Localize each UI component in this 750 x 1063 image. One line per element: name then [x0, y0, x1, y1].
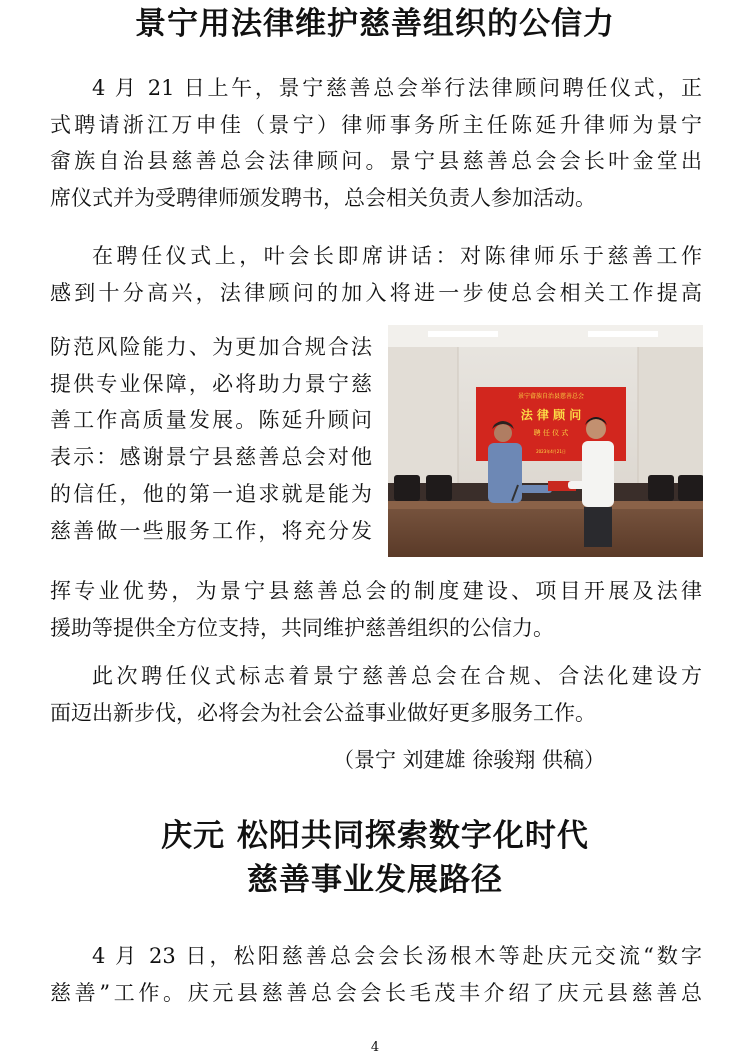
- banner-main-text: 法 律 顾 问: [520, 408, 582, 422]
- text-line: 提供专业保障，必将助力景宁慈: [50, 371, 372, 396]
- text-line: 慈善”工作。庆元县慈善总会会长毛茂丰介绍了庆元县慈善总: [50, 980, 702, 1005]
- text-line: 面迈出新步伐，必将会为社会公益事业做好更多服务工作。: [50, 700, 596, 725]
- text-line: 感到十分高兴，法律顾问的加入将进一步使总会相关工作提高: [50, 280, 702, 305]
- text-line: 式聘请浙江万申佳（景宁）律师事务所主任陈延升律师为景宁: [50, 112, 702, 137]
- text-line: 防范风险能力、为更加合规合法: [50, 335, 372, 359]
- text-line: 席仪式并为受聘律师颁发聘书，总会相关负责人参加活动。: [50, 186, 596, 211]
- article-title-1: 景宁用法律维护慈善组织的公信力: [135, 6, 615, 42]
- article-title-2-line-2: 慈善事业发展路径: [247, 862, 503, 898]
- text-line: 在聘任仪式上，叶会长即席讲话：对陈律师乐于慈善工作: [92, 244, 702, 268]
- banner-date-text: 2023年4月21日: [536, 449, 566, 454]
- banner-sub-text: 聘 任 仪 式: [533, 429, 569, 437]
- banner-top-text: 景宁畲族自治县慈善总会: [517, 393, 585, 400]
- article-2-paragraph-1: [50, 938, 702, 1011]
- text-line: 慈善做一些服务工作，将充分发: [50, 518, 372, 543]
- text-line: 4 月 23 日，松阳慈善总会会长汤根木等赴庆元交流“数字: [92, 944, 702, 968]
- article-1-credit: （景宁 刘建雄 徐骏翔 供稿）: [332, 748, 605, 772]
- ceremony-photo: [388, 325, 703, 557]
- text-line: 援助等提供全方位支持，共同维护慈善组织的公信力。: [50, 615, 554, 640]
- text-line: 表示：感谢景宁县慈善总会对他: [50, 445, 372, 470]
- article-1-paragraph-1: [50, 70, 702, 217]
- article-1-paragraph-2-end: [50, 573, 702, 646]
- text-line: 此次聘任仪式标志着景宁慈善总会在合规、合法化建设方: [92, 664, 702, 688]
- text-line: 挥专业优势，为景宁县慈善总会的制度建设、项目开展及法律: [50, 579, 702, 603]
- text-line: 善工作高质量发展。陈延升顾问: [50, 408, 372, 433]
- article-title-2-line-1: 庆元 松阳共同探索数字化时代: [161, 818, 589, 854]
- text-line: 4 月 21 日上午，景宁慈善总会举行法律顾问聘任仪式，正: [92, 76, 702, 100]
- article-1-paragraph-2-wrap: [50, 329, 372, 549]
- article-1-paragraph-3: [50, 658, 702, 731]
- article-1-paragraph-2: [50, 238, 702, 311]
- text-line: 的信任，他的第一追求就是能为: [50, 481, 372, 506]
- text-line: 畲族自治县慈善总会法律顾问。景宁县慈善总会会长叶金堂出: [50, 149, 702, 174]
- page-number: 4: [370, 1040, 380, 1055]
